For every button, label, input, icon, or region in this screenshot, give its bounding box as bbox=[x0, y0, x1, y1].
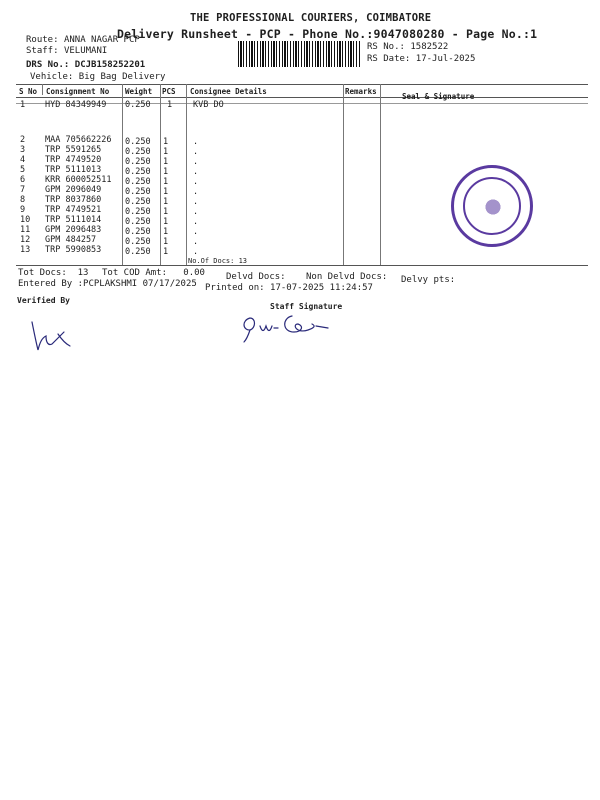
cell-weight: 0.250 bbox=[125, 137, 151, 147]
delvd-docs-label: Delvd Docs: bbox=[226, 272, 286, 282]
header-weight: Weight bbox=[125, 87, 153, 96]
header-consignment: Consignment No bbox=[46, 87, 110, 96]
col-divider bbox=[343, 84, 344, 265]
cell-sno: 3 bbox=[20, 145, 26, 155]
rs-date-value: 17-Jul-2025 bbox=[415, 54, 476, 64]
tot-cod bbox=[102, 268, 205, 278]
verified-by-label: Verified By bbox=[17, 296, 70, 305]
cell-consignment-no: TRP 4749521 bbox=[45, 205, 102, 215]
cell-sno: 6 bbox=[20, 175, 26, 185]
route-value: ANNA NAGAR PCP bbox=[63, 35, 140, 45]
tot-docs bbox=[18, 268, 88, 278]
col-divider bbox=[160, 84, 161, 265]
no-of-docs: No.Of Docs: 13 bbox=[188, 257, 248, 265]
tot-docs-label: Tot Docs: bbox=[18, 268, 67, 278]
cell-consignee: . bbox=[193, 167, 199, 177]
header-seal-signature: Seal & Signature bbox=[402, 92, 475, 101]
cell-weight: 0.250 bbox=[125, 217, 151, 227]
route-label: Route: bbox=[26, 35, 59, 45]
cell-consignee: . bbox=[193, 227, 199, 237]
cell-sno: 9 bbox=[20, 205, 26, 215]
cell-consignee: . bbox=[193, 147, 199, 157]
barcode-icon bbox=[238, 41, 360, 67]
header-pcs: PCS bbox=[162, 87, 176, 96]
cell-weight: 0.250 bbox=[125, 197, 151, 207]
cell-consignment-no: KRR 600052511 bbox=[45, 175, 112, 185]
cell-weight: 0.250 bbox=[125, 237, 151, 247]
cell-pcs: 1 bbox=[163, 207, 169, 217]
verified-signature-icon bbox=[24, 314, 74, 354]
cell-weight: 0.250 bbox=[125, 227, 151, 237]
drs-label: DRS No.: bbox=[26, 60, 70, 70]
vehicle-line bbox=[30, 72, 165, 82]
cell-pcs: 1 bbox=[163, 167, 169, 177]
rs-date-label: RS Date: bbox=[367, 54, 411, 64]
drs-line bbox=[26, 60, 145, 70]
cell-sno: 12 bbox=[20, 235, 31, 245]
tot-cod-value: 0.00 bbox=[183, 268, 205, 278]
cell-weight: 0.250 bbox=[125, 177, 151, 187]
col-divider bbox=[186, 84, 187, 265]
cell-consignment-no: HYD 84349949 bbox=[45, 100, 107, 110]
table-bottom-rule bbox=[16, 265, 588, 266]
cell-consignment-no: TRP 4749520 bbox=[45, 155, 102, 165]
seal-stamp-center bbox=[478, 192, 508, 222]
cell-pcs: 1 bbox=[163, 237, 169, 247]
staff-value: VELUMANI bbox=[63, 46, 108, 56]
cell-consignment-no: TRP 5111013 bbox=[45, 165, 102, 175]
cell-sno: 4 bbox=[20, 155, 26, 165]
cell-consignee: . bbox=[193, 217, 199, 227]
cell-pcs: 1 bbox=[163, 137, 169, 147]
cell-consignee: . bbox=[193, 187, 199, 197]
entered-by: Entered By :PCPLAKSHMI 07/17/2025 bbox=[18, 279, 197, 289]
col-divider bbox=[380, 84, 381, 265]
staff-line bbox=[26, 46, 107, 56]
cell-weight: 0.250 bbox=[125, 187, 151, 197]
cell-pcs: 1 bbox=[163, 187, 169, 197]
cell-pcs: 1 bbox=[163, 217, 169, 227]
header-consignee: Consignee Details bbox=[190, 87, 267, 96]
cell-weight: 0.250 bbox=[125, 247, 151, 257]
cell-consignment-no: TRP 5111014 bbox=[45, 215, 102, 225]
drs-value: DCJB158252201 bbox=[74, 60, 146, 70]
cell-consignee: . bbox=[193, 237, 199, 247]
staff-label: Staff: bbox=[26, 46, 59, 56]
cell-pcs: 1 bbox=[163, 197, 169, 207]
cell-consignment-no: TRP 5591265 bbox=[45, 145, 102, 155]
table-top-rule bbox=[16, 84, 588, 85]
cell-weight: 0.250 bbox=[125, 207, 151, 217]
cell-weight: 0.250 bbox=[125, 167, 151, 177]
cell-pcs: 1 bbox=[163, 157, 169, 167]
cell-sno: 1 bbox=[20, 100, 26, 110]
cell-consignee: . bbox=[193, 177, 199, 187]
cell-pcs: 1 bbox=[163, 177, 169, 187]
header-sno: S No bbox=[19, 87, 38, 96]
non-delvd-docs-label: Non Delvd Docs: bbox=[306, 272, 388, 282]
cell-weight: 0.250 bbox=[125, 157, 151, 167]
rs-no-value: 1582522 bbox=[410, 42, 449, 52]
cell-sno: 13 bbox=[20, 245, 31, 255]
cell-weight: 0.250 bbox=[125, 100, 151, 110]
runsheet-title: Delivery Runsheet - PCP - Phone No.:9047080280 - Page No.:1 bbox=[117, 27, 538, 41]
cell-sno: 5 bbox=[20, 165, 26, 175]
cell-sno: 2 bbox=[20, 135, 26, 145]
company-name: THE PROFESSIONAL COURIERS, COIMBATORE bbox=[190, 12, 432, 24]
cell-consignment-no: MAA 705662226 bbox=[45, 135, 112, 145]
cell-consignee: . bbox=[193, 207, 199, 217]
seal-stamp-icon bbox=[451, 165, 533, 247]
cell-sno: 7 bbox=[20, 185, 26, 195]
cell-consignee: . bbox=[193, 157, 199, 167]
rs-no-line bbox=[367, 42, 448, 52]
table-header-rule bbox=[16, 97, 588, 98]
cell-consignee: . bbox=[193, 197, 199, 207]
delvy-pts-label: Delvy pts: bbox=[401, 275, 456, 285]
cell-consignment-no: GPM 2096049 bbox=[45, 185, 102, 195]
cell-pcs: 1 bbox=[163, 227, 169, 237]
printed-on: Printed on: 17-07-2025 11:24:57 bbox=[205, 283, 373, 293]
cell-consignee: . bbox=[193, 247, 199, 257]
cell-sno: 10 bbox=[20, 215, 31, 225]
cell-consignment-no: TRP 8037860 bbox=[45, 195, 102, 205]
staff-signature-icon bbox=[238, 306, 338, 346]
cell-pcs: 1 bbox=[167, 100, 173, 110]
cell-consignee: KVB DO bbox=[193, 100, 224, 110]
col-divider bbox=[42, 84, 43, 95]
cell-sno: 8 bbox=[20, 195, 26, 205]
cell-consignment-no: GPM 2096483 bbox=[45, 225, 102, 235]
rs-no-label: RS No.: bbox=[367, 42, 405, 52]
cell-pcs: 1 bbox=[163, 247, 169, 257]
vehicle-label: Vehicle: bbox=[30, 72, 74, 82]
cell-consignment-no: GPM 484257 bbox=[45, 235, 97, 245]
rs-date-line bbox=[367, 54, 475, 64]
vehicle-value: Big Bag Delivery bbox=[78, 72, 166, 82]
col-divider bbox=[122, 84, 123, 265]
staff-signature-label: Staff Signature bbox=[270, 302, 343, 311]
cell-weight: 0.250 bbox=[125, 147, 151, 157]
cell-consignment-no: TRP 5990853 bbox=[45, 245, 102, 255]
cell-sno: 11 bbox=[20, 225, 31, 235]
cell-pcs: 1 bbox=[163, 147, 169, 157]
tot-docs-value: 13 bbox=[77, 268, 89, 278]
tot-cod-label: Tot COD Amt: bbox=[102, 268, 168, 278]
route-line bbox=[26, 35, 140, 45]
cell-consignee: . bbox=[193, 137, 199, 147]
header-remarks: Remarks bbox=[345, 87, 377, 96]
